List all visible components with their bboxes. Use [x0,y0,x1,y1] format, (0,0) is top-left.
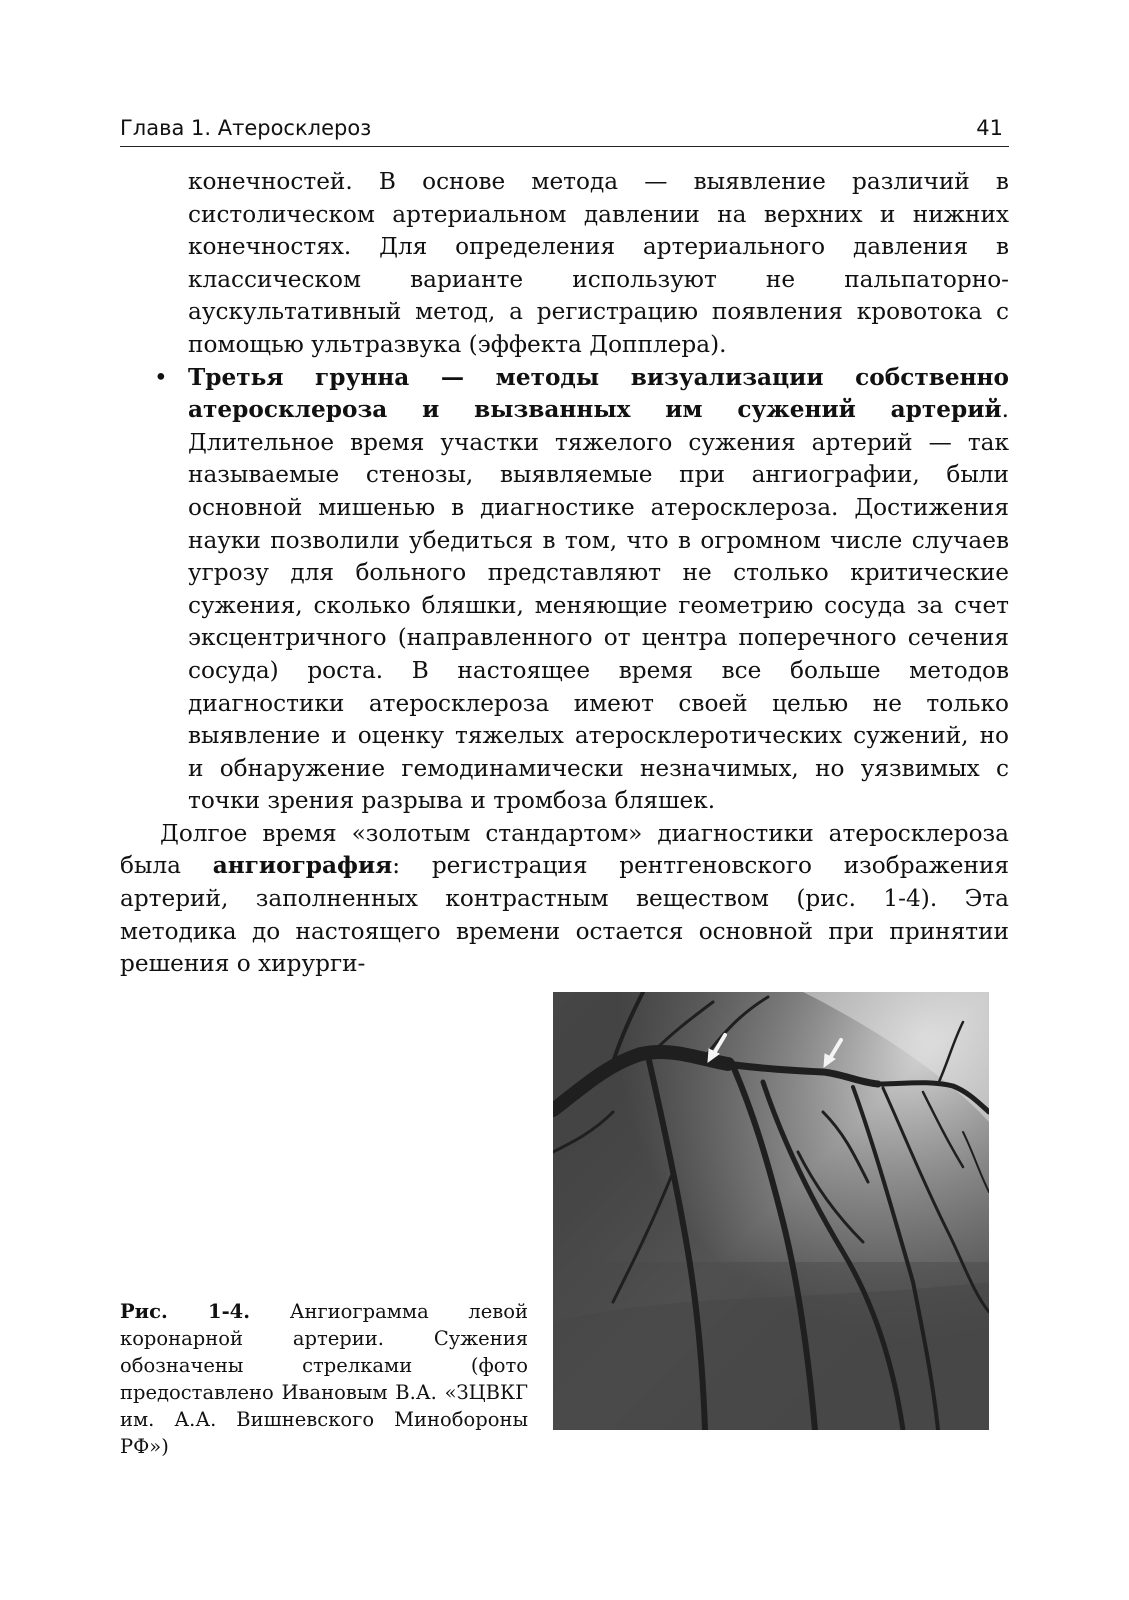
running-header [120,108,1009,147]
bullet-heading: Третья грунна — методы визуализации собственно атеросклероза и вызванных им сужений артерий [188,363,1009,424]
chapter-title: Глава 1. Атеросклероз [120,116,372,140]
page-number: 41 [976,116,1003,140]
bullet-item-third-group [120,362,1009,818]
figure-label: Рис. 1-4. [120,1300,251,1323]
bullet-marker: • [154,363,168,391]
continued-paragraph: конечностей. В основе метода — выявление различий в систолическом артериальном давлении на верхних и нижних конечностях. Для определения артериального давления в классическом варианте используют не пальпаторно-аускультативный метод, а регистрацию появления кровотока с помощью ультразвука (эффекта Допплера). [188,168,1009,358]
figure-caption-text: Ангиограмма левой коронарной артерии. Сужения обозначены стрелками (фото предоставлено Ивановым В.А. «ЗЦВКГ им. А.А. Вишневского Минобороны РФ») [120,1300,528,1458]
figure-caption [120,1298,528,1460]
bullet-text: . Длительное время участки тяжелого сужения артерий — так называемые стенозы, выявляемые при ангиографии, были основной мишенью в диагностике атеросклероза. Достижения науки позволили убедиться в том, что в огромном числе случаев угрозу для больного представляют не столько критические сужения, сколько бляшки, меняющие геометрию сосуда за счет эксцентричного (направленного от центра поперечного сечения сосуда) роста. В настоящее время все больше методов диагностики атеросклероза имеют своей целью не только выявление и оценку тяжелых атеросклеротических сужений, но и обнаружение гемодинамически незначимых, но уязвимых с точки зрения разрыва и тромбоза бляшек. [188,396,1009,815]
angiogram-image [553,992,989,1430]
paragraph-text-before: Долгое время «золотым стандартом» диагностики атеросклероза была [120,819,1009,880]
paragraph-text-after: : регистрация рентгеновского изображения артерий, заполненных контрастным веществом (рис. 1-4). Эта методика до настоящего времени остается основной при принятии решения о хирурги- [120,852,1009,978]
angiography-term: ангиография [212,852,393,880]
angiography-paragraph [120,818,1009,981]
main-text [120,166,1009,981]
